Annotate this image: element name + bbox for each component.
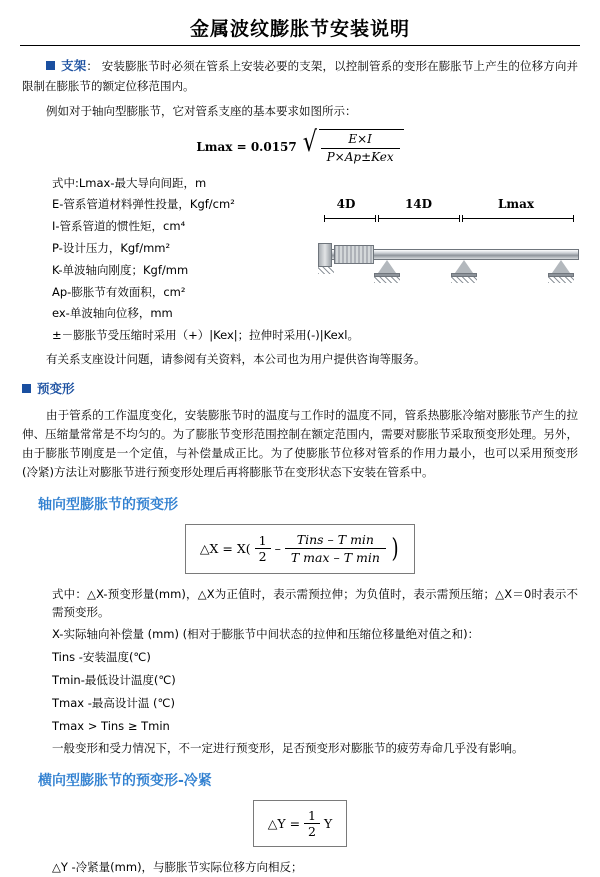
legend-list [22, 175, 312, 328]
legend-item: I-管系管道的惯性矩，cm⁴ [52, 219, 186, 234]
axial-note-line: Tins -安装温度(℃) [52, 650, 151, 665]
lmax-formula [22, 124, 578, 165]
axial-formula-minus: – [274, 541, 281, 557]
pipe-system-figure [316, 197, 581, 297]
legend-item: Ap-膨胀节有效面积，cm² [52, 284, 186, 299]
figure-label-lmax: Lmax [497, 196, 535, 211]
axial-formula-half [255, 533, 271, 564]
dimension-lines [316, 213, 581, 225]
square-root-icon: √ $\frac{E\times I}{\text{P×Ap±Kex}}$ [301, 129, 404, 165]
predeform-paragraph-1: 由于管系的工作温度变化，安装膨胀节时的温度与工作时的温度不同，管系热膨胀冷缩对膨胀节产生的拉伸、压缩量常常是不均匀的。为了膨胀节变形范围控制在额定范围内，需要对膨胀节采取预变形处理。另外，由于膨胀节刚度是一个定值，与补偿量成正比。为了使膨胀节位移对管系的作用力最小，也可以采用预变形(冷紧)方法让对膨胀节进行预变形处理后再将膨胀节在变形状态下安装在管系中。 [22, 407, 578, 479]
pipe-figure-wrapper [312, 175, 581, 297]
bullet-square-icon [46, 61, 55, 70]
legend-item: 式中:Lmax-最大导向间距，m [52, 175, 207, 190]
lmax-formula-lhs: Lmax = 0.0157 [196, 139, 297, 154]
axial-note-line: 式中：△X-预变形量(mm)，△X为正值时，表示需预拉伸；为负值时，表示需预压缩；△X＝0时表示不需预变形。 [52, 586, 578, 619]
bullet-square-icon [22, 384, 31, 393]
predeform-heading: 预变形 [37, 381, 75, 397]
axial-formula-fraction [285, 532, 386, 566]
dim-line-lmax [462, 218, 574, 219]
legend-item: ex-单波轴向位移，mm [52, 306, 173, 321]
axial-note-line: Tmax > Tins ≥ Tmin [52, 718, 170, 733]
legend-item: K-单波轴向刚度；Kgf/mm [52, 262, 189, 277]
guide-support-3 [548, 260, 574, 280]
figure-label-4d: 4D [336, 196, 356, 211]
lateral-predeform-formula-wrapper [22, 800, 578, 847]
lmax-formula-numerator: E×I [321, 132, 400, 149]
axial-formula-num: Tins – T min [285, 532, 386, 550]
axial-note-line: X-实际轴向补偿量 (mm) (相对于膨胀节中间状态的拉伸和压缩位移量绝对值之和)： [52, 627, 480, 642]
legend-item-sign: ±－膨胀节受压缩时采用（+）|Kex|；拉伸时采用(-)|Kexl。 [52, 328, 360, 343]
predeform-heading-row [22, 379, 578, 400]
bracket-paragraph-3: 有关系支座设计问题，请参阅有关资料，本公司也为用户提供咨询等服务。 [46, 352, 426, 367]
axial-predeform-formula-wrapper [22, 524, 578, 574]
axial-note-line: 一般变形和受力情况下，不一定进行预变形，足否预变形对膨胀节的疲劳寿命几乎没有影响。 [52, 741, 524, 756]
lateral-formula-rhs: Y [324, 816, 333, 832]
figure-dimension-labels [316, 197, 581, 211]
pipe-assembly [316, 227, 581, 289]
bracket-paragraph-1-text: 安装膨胀节时必须在管系上安装必要的支架，以控制管系的变形在膨胀节上产生的位移方向并限制在膨胀节的额定位移范围内。 [22, 59, 578, 93]
axial-formula-den: T max – T min [290, 550, 380, 566]
axial-formula-rhs: ) [391, 533, 399, 564]
lateral-formula-half [304, 808, 320, 839]
legend-item: E-管系管道材料弹性投量，Kgf/cm² [52, 197, 235, 212]
legend-and-figure [22, 175, 578, 328]
lateral-formula-half-den: 2 [308, 824, 316, 840]
guide-support-2 [451, 260, 477, 280]
figure-label-14d: 14D [404, 196, 433, 211]
lmax-formula-denominator: P×Ap±Kex [326, 149, 394, 164]
lateral-formula-lhs: △Y = [267, 816, 301, 832]
axial-note-line: Tmin-最低设计温度(℃) [52, 673, 176, 688]
guide-support-1 [374, 260, 400, 280]
lateral-predeform-formula [253, 800, 348, 847]
axial-formula-half-num: 1 [255, 533, 271, 549]
legend-item: P-设计压力，Kgf/mm² [52, 241, 171, 255]
bracket-paragraph-2: 例如对于轴向型膨胀节，它对管系支座的基本要求如图所示： [46, 103, 357, 118]
bracket-paragraph-1: 支架： 安装膨胀节时必须在管系上安装必要的支架，以控制管系的变形在膨胀节上产生的位移方向并限制在膨胀节的额定位移范围内。 [22, 58, 578, 93]
lateral-formula-half-num: 1 [304, 808, 320, 824]
axial-predeform-formula [185, 524, 415, 574]
page-title: 金属波纹膨胀节安装说明 [189, 18, 410, 40]
anchor-support-left [318, 243, 334, 283]
bellows-expansion-joint [334, 245, 374, 264]
lateral-note-line: △Y -冷紧量(mm)，与膨胀节实际位移方向相反； [52, 860, 303, 875]
lateral-predeform-heading: 横向型膨胀节的预变形-冷紧 [38, 773, 212, 790]
document-page [0, 14, 600, 875]
dim-line-4d [324, 218, 376, 219]
title-divider [20, 45, 580, 46]
bracket-heading: 支架 [61, 58, 87, 73]
document-content [0, 56, 600, 877]
axial-formula-half-den: 2 [258, 549, 267, 565]
axial-formula-lhs: △X = X( [199, 541, 251, 557]
axial-note-line: Tmax -最高设计温 (℃) [52, 695, 175, 710]
dim-line-14d [378, 218, 460, 219]
axial-predeform-heading: 轴向型膨胀节的预变形 [38, 496, 178, 513]
